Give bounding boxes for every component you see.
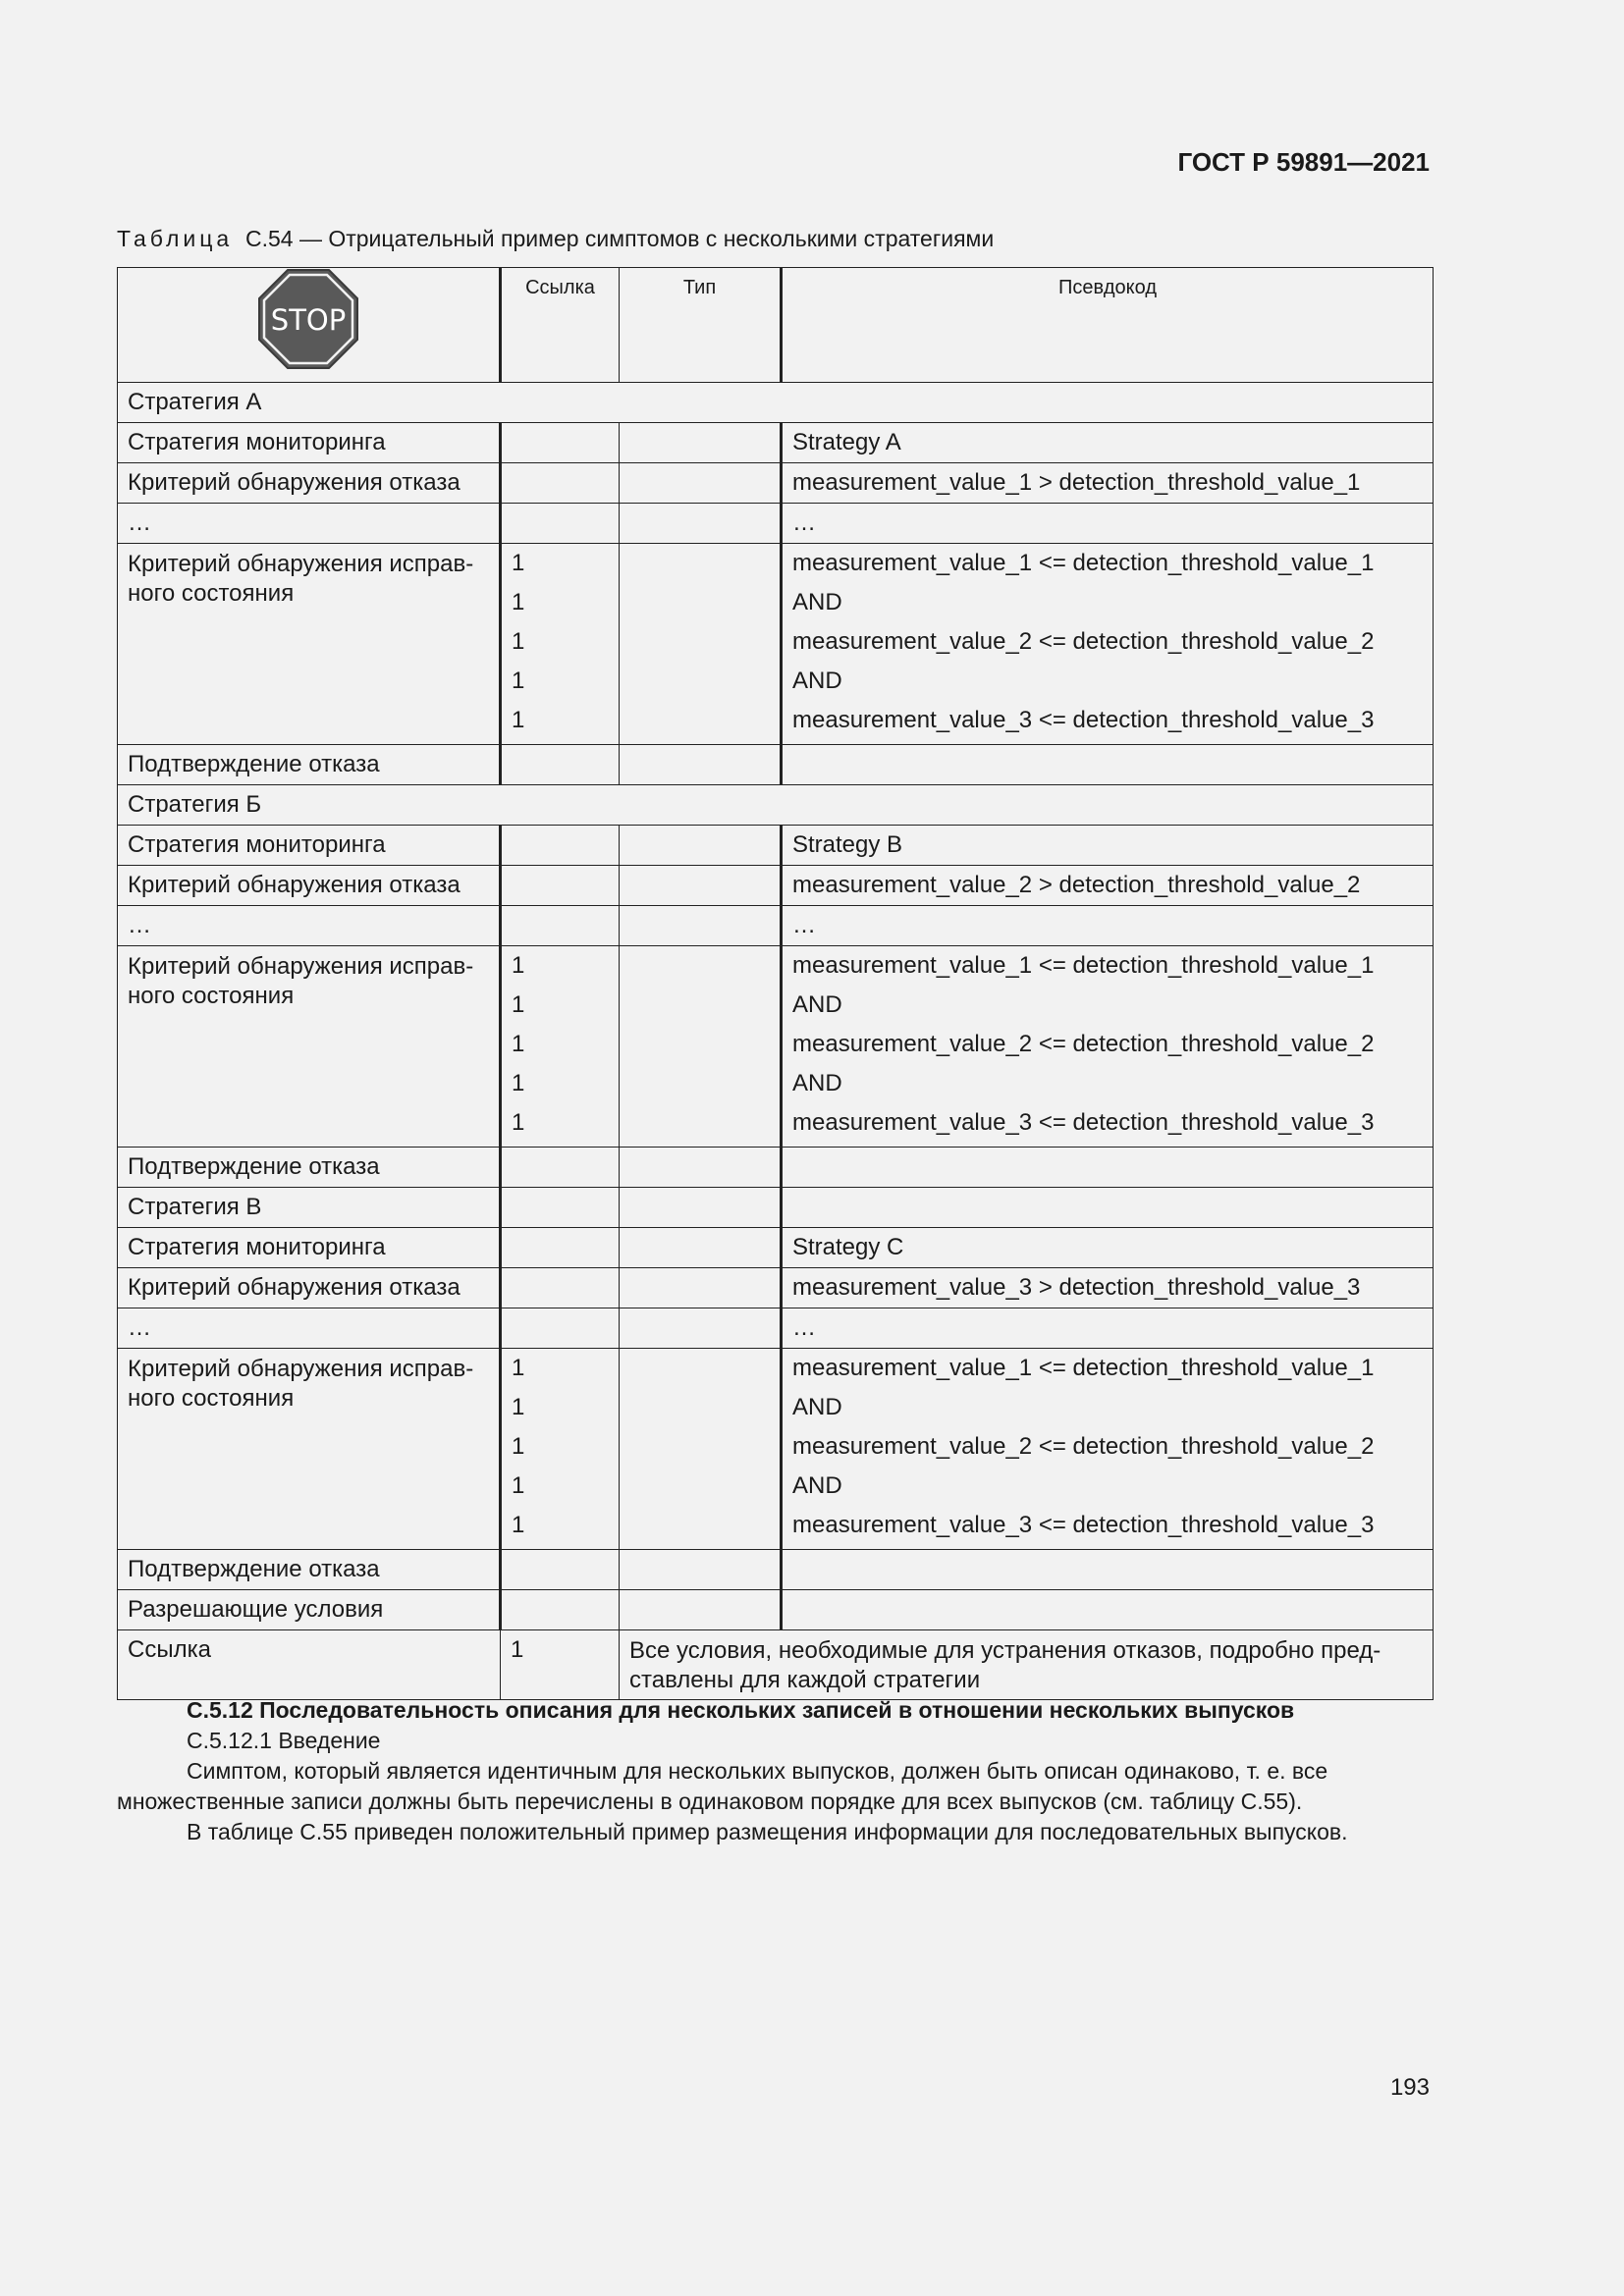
- table-row: [118, 826, 1434, 866]
- ref-cell: 1 1 1 1 1: [501, 1349, 620, 1550]
- standard-code: ГОСТ Р 59891—2021: [1177, 147, 1430, 177]
- section-body: [117, 1695, 1433, 1847]
- col-header-type: Тип: [620, 268, 782, 383]
- table-row: [118, 1550, 1434, 1590]
- table-row: [118, 866, 1434, 906]
- pseudocode-cell: Strategy A: [782, 423, 1434, 463]
- table-row: [118, 1268, 1434, 1308]
- row-label: Критерий обнаружения отказа: [118, 866, 501, 906]
- pseudocode-cell: measurement_value_1 <= detection_threshold_value_1 AND measurement_value_2 <= detection_threshold_value_2 AND measurement_value_3 <= detection_threshold_value_3: [782, 544, 1434, 745]
- stop-sign-cell: [118, 268, 501, 383]
- ellipsis-cell: …: [782, 504, 1434, 544]
- row-label: Подтверждение отказа: [118, 745, 501, 785]
- ellipsis-cell: …: [118, 1308, 501, 1349]
- ref-cell: 1: [501, 1630, 620, 1700]
- row-label: Подтверждение отказа: [118, 1148, 501, 1188]
- row-label: Критерий обнаружения отказа: [118, 1268, 501, 1308]
- section-subheading: C.5.12.1 Введение: [187, 1728, 381, 1753]
- ref-cell: 1 1 1 1 1: [501, 544, 620, 745]
- table-row: [118, 1630, 1434, 1700]
- reference-text: Все условия, необходимые для устранения отказов, подробно пред-ставлены для каждой стратегии: [620, 1630, 1434, 1700]
- row-label: Критерий обнаружения исправ-ного состояния: [118, 946, 501, 1148]
- ellipsis-cell: …: [118, 504, 501, 544]
- symptoms-table: [117, 267, 1434, 1700]
- table-row: [118, 906, 1434, 946]
- strategy-title: Стратегия А: [118, 383, 1434, 423]
- row-label: Стратегия мониторинга: [118, 423, 501, 463]
- pseudocode-cell: measurement_value_3 > detection_threshold_value_3: [782, 1268, 1434, 1308]
- table-row: [118, 1349, 1434, 1550]
- row-label: Подтверждение отказа: [118, 1550, 501, 1590]
- pseudocode-cell: Strategy C: [782, 1228, 1434, 1268]
- pseudocode-cell: measurement_value_1 <= detection_threshold_value_1 AND measurement_value_2 <= detection_threshold_value_2 AND measurement_value_3 <= detection_threshold_value_3: [782, 1349, 1434, 1550]
- table-caption: [117, 226, 994, 252]
- row-label: Стратегия мониторинга: [118, 826, 501, 866]
- row-label: Критерий обнаружения исправ-ного состояния: [118, 544, 501, 745]
- table-row: [118, 544, 1434, 745]
- pseudocode-cell: measurement_value_1 > detection_threshold_value_1: [782, 463, 1434, 504]
- col-header-ref: Ссылка: [501, 268, 620, 383]
- paragraph: В таблице C.55 приведен положительный пример размещения информации для последовательных выпусков.: [187, 1819, 1348, 1844]
- row-label: Разрешающие условия: [118, 1590, 501, 1630]
- strategy-title: Стратегия В: [118, 1188, 501, 1228]
- ref-cell: 1 1 1 1 1: [501, 946, 620, 1148]
- page-number: 193: [1389, 2074, 1430, 2101]
- table-row: [118, 785, 1434, 826]
- table-header-row: [118, 268, 1434, 383]
- table-row: [118, 423, 1434, 463]
- ellipsis-cell: …: [782, 906, 1434, 946]
- ellipsis-cell: …: [782, 1308, 1434, 1349]
- ellipsis-cell: …: [118, 906, 501, 946]
- table-row: [118, 383, 1434, 423]
- table-row: [118, 1590, 1434, 1630]
- table-row: [118, 1188, 1434, 1228]
- table-row: [118, 946, 1434, 1148]
- row-label: Критерий обнаружения отказа: [118, 463, 501, 504]
- stop-sign-text: STOP: [270, 303, 347, 337]
- table-row: [118, 504, 1434, 544]
- table-row: [118, 1148, 1434, 1188]
- paragraph: Симптом, который является идентичным для нескольких выпусков, должен быть описан одинаково, т. е. все множественные записи должны быть перечислены в одинаковом порядке для всех выпусков (см. таблицу C.55).: [117, 1758, 1328, 1814]
- row-label: Критерий обнаружения исправ-ного состояния: [118, 1349, 501, 1550]
- table-row: [118, 745, 1434, 785]
- section-heading: C.5.12 Последовательность описания для нескольких записей в отношении нескольких выпусков: [187, 1697, 1295, 1723]
- table-caption-text: C.54 — Отрицательный пример симптомов с несколькими стратегиями: [244, 226, 995, 251]
- pseudocode-cell: Strategy B: [782, 826, 1434, 866]
- col-header-pseudocode: Псевдокод: [782, 268, 1434, 383]
- pseudocode-cell: measurement_value_2 > detection_threshold_value_2: [782, 866, 1434, 906]
- table-row: [118, 463, 1434, 504]
- stop-sign-icon: [257, 268, 359, 370]
- pseudocode-cell: measurement_value_1 <= detection_threshold_value_1 AND measurement_value_2 <= detection_threshold_value_2 AND measurement_value_3 <= detection_threshold_value_3: [782, 946, 1434, 1148]
- row-label: Ссылка: [118, 1630, 501, 1700]
- strategy-title: Стратегия Б: [118, 785, 1434, 826]
- table-row: [118, 1228, 1434, 1268]
- row-label: Стратегия мониторинга: [118, 1228, 501, 1268]
- table-caption-prefix: Таблица: [117, 226, 234, 251]
- table-row: [118, 1308, 1434, 1349]
